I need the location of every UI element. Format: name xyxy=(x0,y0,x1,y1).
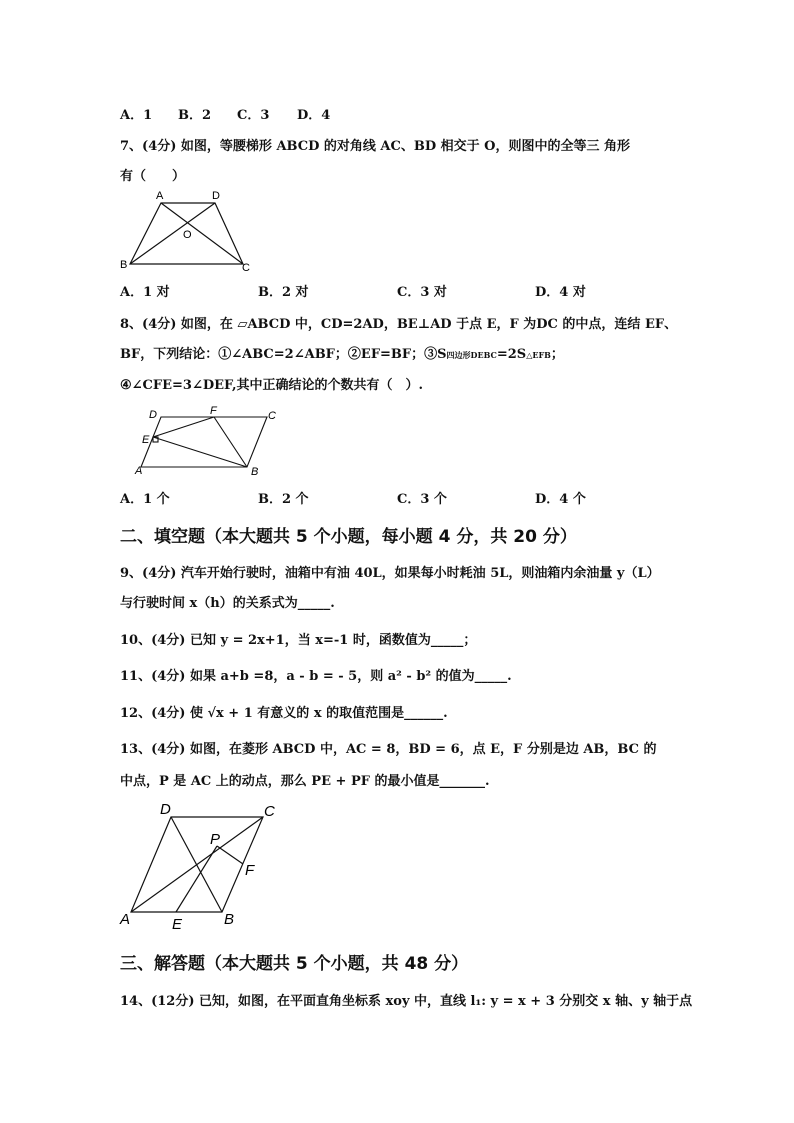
label-e: E xyxy=(142,434,150,446)
label-a: A xyxy=(156,190,164,202)
label-b: B xyxy=(224,911,235,928)
label-f: F xyxy=(210,405,217,417)
q13-line2: 中点，P 是 AC 上的动点，那么 PE + PF 的最小值是_______. xyxy=(120,774,490,789)
q8-stem-line2: BF，下列结论：①∠ABC=2∠ABF；②EF=BF；③S四边形DEBC=2S△EFB； xyxy=(120,347,564,362)
label-e: E xyxy=(172,916,183,933)
q14-text: 14、(12分) 已知，如图，在平面直角坐标系 xoy 中，直线 l₁: y = x + 3 分别交 x 轴、y 轴于点 xyxy=(120,994,693,1009)
segment-eb xyxy=(153,437,247,467)
q8-option-b: B．2 个 xyxy=(258,492,309,507)
q8-parallelogram-figure xyxy=(133,403,283,478)
q6-option-a: A．1 xyxy=(120,108,153,123)
label-a: A xyxy=(135,465,143,477)
q13-rhombus-figure xyxy=(118,800,283,935)
label-p: P xyxy=(210,831,221,848)
q7-stem: 7、(4分) 如图，等腰梯形 ABCD 的对角线 AC、BD 相交于 O，则图中的全等三 角形 xyxy=(120,139,631,154)
parallelogram-outline xyxy=(141,417,267,467)
q7-trapezoid-figure xyxy=(118,188,258,273)
label-f: F xyxy=(245,862,255,879)
q7-option-d: D．4 对 xyxy=(535,285,586,300)
label-a: A xyxy=(120,911,131,928)
q8-option-a: A．1 个 xyxy=(120,492,170,507)
q13-line1: 13、(4分) 如图，在菱形 ABCD 中，AC = 8，BD = 6，点 E，F 分别是边 AB，BC 的 xyxy=(120,742,657,757)
q7-option-a: A．1 对 xyxy=(120,285,170,300)
segment-pe xyxy=(176,846,217,912)
q6-option-d: D．4 xyxy=(297,108,331,123)
q9-line2: 与行驶时间 x（h）的关系式为_____. xyxy=(120,596,335,611)
label-c: C xyxy=(264,803,275,820)
label-d: D xyxy=(212,190,220,202)
q12-text: 12、(4分) 使 √x + 1 有意义的 x 的取值范围是______. xyxy=(120,706,448,721)
section-2-title: 二、填空题（本大题共 5 个小题，每小题 4 分，共 20 分） xyxy=(120,527,577,547)
segment-fb xyxy=(214,417,247,467)
label-b: B xyxy=(120,259,128,271)
q6-option-b: B．2 xyxy=(178,108,212,123)
segment-pf xyxy=(217,846,243,864)
q7-option-b: B．2 对 xyxy=(258,285,309,300)
q11-text: 11、(4分) 如果 a+b =8，a - b = - 5，则 a² - b² 的值为_____. xyxy=(120,669,512,684)
q10-text: 10、(4分) 已知 y = 2x+1，当 x=-1 时，函数值为_____； xyxy=(120,633,477,648)
label-d: D xyxy=(160,801,171,818)
label-c: C xyxy=(242,262,250,273)
q8-stem-line1: 8、(4分) 如图，在 ▱ABCD 中，CD=2AD，BE⊥AD 于点 E，F 为DC 的中点，连结 EF、 xyxy=(120,317,678,332)
q8-option-d: D．4 个 xyxy=(535,492,586,507)
label-b: B xyxy=(251,466,259,478)
q7-stem-line2: 有（ ） xyxy=(120,169,186,184)
label-c: C xyxy=(268,410,276,422)
label-o: O xyxy=(183,229,192,241)
q8-stem-line3: ④∠CFE=3∠DEF,其中正确结论的个数共有（ ）. xyxy=(120,378,424,393)
q9-line1: 9、(4分) 汽车开始行驶时，油箱中有油 40L，如果每小时耗油 5L，则油箱内余油量 y（L） xyxy=(120,566,660,581)
section-3-title: 三、解答题（本大题共 5 个小题，共 48 分） xyxy=(120,954,469,974)
segment-ef xyxy=(153,417,214,437)
q6-option-c: C．3 xyxy=(237,108,270,123)
q8-option-c: C．3 个 xyxy=(397,492,447,507)
label-d: D xyxy=(149,409,157,421)
q7-option-c: C．3 对 xyxy=(397,285,447,300)
